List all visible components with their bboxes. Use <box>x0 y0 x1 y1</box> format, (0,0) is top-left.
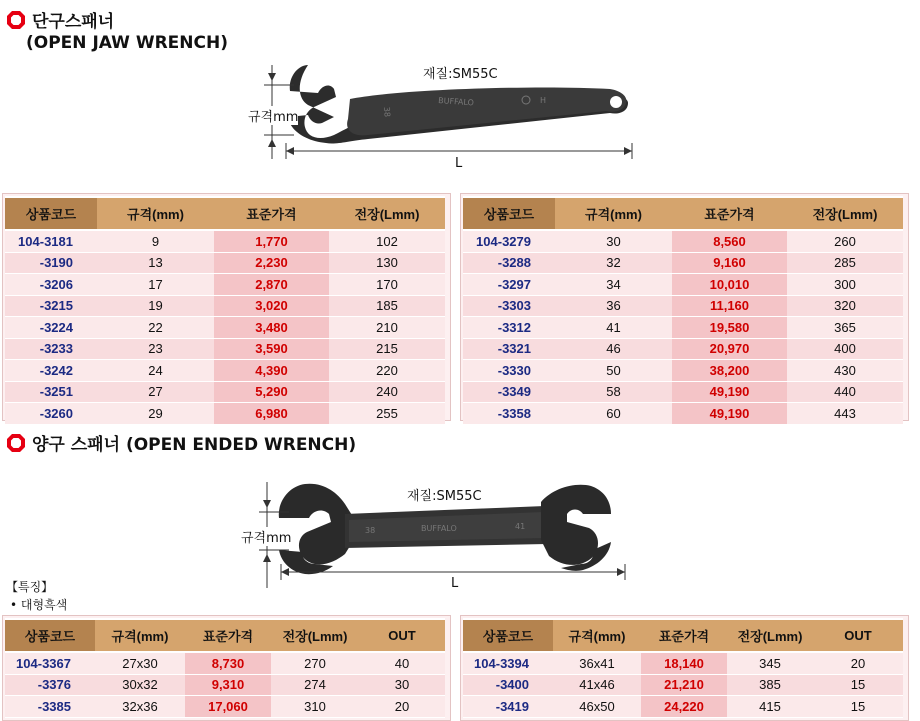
col-header-length: 전장(Lmm) <box>271 619 359 652</box>
cell-size: 36 <box>555 295 672 317</box>
cell-size: 41x46 <box>553 674 641 696</box>
length-label-1: L <box>455 156 463 171</box>
wrench-mark-brand: BUFFALO <box>437 96 475 108</box>
table-row <box>5 403 445 425</box>
table-row <box>5 338 445 360</box>
cell-price: 18,140 <box>641 652 727 674</box>
cell-price: 1,770 <box>214 230 329 252</box>
material-label-1: 재질:SM55C <box>423 67 498 82</box>
cell-code: 104-3367 <box>5 652 95 674</box>
cell-price: 49,190 <box>672 403 787 425</box>
cell-length: 255 <box>329 403 445 425</box>
size-label-1: 규격mm <box>248 106 298 125</box>
cell-code: -3349 <box>463 381 555 403</box>
red-hexagon-icon <box>6 433 26 453</box>
col-header-size: 규격(mm) <box>95 619 185 652</box>
cell-code: -3312 <box>463 317 555 339</box>
section2-heading <box>6 430 356 455</box>
col-header-code: 상품코드 <box>5 619 95 652</box>
cell-code: -3330 <box>463 360 555 382</box>
cell-size: 17 <box>97 274 214 296</box>
table-row <box>463 674 903 696</box>
cell-size: 29 <box>97 403 214 425</box>
cell-length: 300 <box>787 274 903 296</box>
col-header-length: 전장(Lmm) <box>727 619 813 652</box>
cell-code: -3321 <box>463 338 555 360</box>
table-header-row <box>5 619 445 652</box>
cell-length: 260 <box>787 230 903 252</box>
table-row <box>5 295 445 317</box>
cell-size: 58 <box>555 381 672 403</box>
material-label-2: 재질:SM55C <box>407 489 482 504</box>
cell-length: 430 <box>787 360 903 382</box>
col-header-size: 규격(mm) <box>553 619 641 652</box>
cell-price: 8,560 <box>672 230 787 252</box>
cell-price: 24,220 <box>641 696 727 718</box>
table-row <box>5 696 445 718</box>
cell-length: 285 <box>787 252 903 274</box>
cell-size: 27 <box>97 381 214 403</box>
cell-size: 36x41 <box>553 652 641 674</box>
cell-size: 46 <box>555 338 672 360</box>
col-header-length: 전장(Lmm) <box>329 197 445 230</box>
section1-title-ko: 단구스패너 <box>32 12 115 32</box>
table-row <box>5 674 445 696</box>
col-header-code: 상품코드 <box>463 197 555 230</box>
cell-size: 23 <box>97 338 214 360</box>
cell-length: 170 <box>329 274 445 296</box>
feature-item: • 대형흑색 <box>10 598 68 612</box>
cell-length: 415 <box>727 696 813 718</box>
cell-price: 20,970 <box>672 338 787 360</box>
size-label-2: 규격mm <box>241 527 291 546</box>
cell-size: 32 <box>555 252 672 274</box>
cell-size: 32x36 <box>95 696 185 718</box>
table-row <box>5 381 445 403</box>
table-row <box>463 338 903 360</box>
cell-code: -3215 <box>5 295 97 317</box>
wrench-mark-brand: BUFFALO <box>421 524 457 533</box>
cell-price: 2,230 <box>214 252 329 274</box>
wrench-mark-size: 38 <box>382 106 392 118</box>
cell-code: -3260 <box>5 403 97 425</box>
section2-title: 양구 스패너 (OPEN ENDED WRENCH) <box>32 435 357 455</box>
cell-length: 274 <box>271 674 359 696</box>
table-header-row <box>463 619 903 652</box>
col-header-code: 상품코드 <box>5 197 97 230</box>
cell-out: 20 <box>813 652 903 674</box>
cell-length: 400 <box>787 338 903 360</box>
table-row <box>463 317 903 339</box>
col-header-out: OUT <box>359 619 445 652</box>
cell-code: -3419 <box>463 696 553 718</box>
table-row <box>463 652 903 674</box>
cell-price: 38,200 <box>672 360 787 382</box>
table-row <box>5 274 445 296</box>
cell-length: 345 <box>727 652 813 674</box>
cell-length: 320 <box>787 295 903 317</box>
cell-out: 30 <box>359 674 445 696</box>
cell-length: 185 <box>329 295 445 317</box>
cell-out: 20 <box>359 696 445 718</box>
cell-size: 19 <box>97 295 214 317</box>
cell-code: -3400 <box>463 674 553 696</box>
cell-size: 13 <box>97 252 214 274</box>
cell-length: 310 <box>271 696 359 718</box>
col-header-code: 상품코드 <box>463 619 553 652</box>
cell-size: 27x30 <box>95 652 185 674</box>
cell-length: 240 <box>329 381 445 403</box>
table-row <box>5 252 445 274</box>
col-header-price: 표준가격 <box>672 197 787 230</box>
table-row <box>463 252 903 274</box>
cell-length: 443 <box>787 403 903 425</box>
cell-length: 102 <box>329 230 445 252</box>
cell-code: 104-3181 <box>5 230 97 252</box>
spec-table-3 <box>5 618 445 718</box>
cell-code: 104-3279 <box>463 230 555 252</box>
cell-price: 10,010 <box>672 274 787 296</box>
length-label-2: L <box>451 576 459 591</box>
cell-price: 11,160 <box>672 295 787 317</box>
cell-code: -3297 <box>463 274 555 296</box>
cell-price: 8,730 <box>185 652 271 674</box>
table-row <box>463 696 903 718</box>
cell-code: -3206 <box>5 274 97 296</box>
cell-size: 34 <box>555 274 672 296</box>
red-hexagon-icon <box>6 10 26 30</box>
cell-code: -3251 <box>5 381 97 403</box>
cell-size: 30 <box>555 230 672 252</box>
cell-length: 215 <box>329 338 445 360</box>
cell-length: 385 <box>727 674 813 696</box>
col-header-size: 규격(mm) <box>97 197 214 230</box>
cell-price: 3,020 <box>214 295 329 317</box>
col-header-price: 표준가격 <box>185 619 271 652</box>
cell-out: 15 <box>813 674 903 696</box>
cell-code: -3190 <box>5 252 97 274</box>
cell-length: 440 <box>787 381 903 403</box>
cell-code: -3385 <box>5 696 95 718</box>
cell-size: 22 <box>97 317 214 339</box>
col-header-out: OUT <box>813 619 903 652</box>
col-header-price: 표준가격 <box>641 619 727 652</box>
cell-price: 3,480 <box>214 317 329 339</box>
cell-code: -3233 <box>5 338 97 360</box>
cell-length: 270 <box>271 652 359 674</box>
cell-length: 210 <box>329 317 445 339</box>
cell-size: 30x32 <box>95 674 185 696</box>
cell-code: -3224 <box>5 317 97 339</box>
spec-table-2 <box>463 196 903 425</box>
cell-size: 24 <box>97 360 214 382</box>
cell-out: 40 <box>359 652 445 674</box>
col-header-length: 전장(Lmm) <box>787 197 903 230</box>
cell-size: 60 <box>555 403 672 425</box>
wrench-mark-size-a: 38 <box>365 526 376 535</box>
section1-title-en: (OPEN JAW WRENCH) <box>26 33 228 53</box>
cell-size: 9 <box>97 230 214 252</box>
cell-length: 130 <box>329 252 445 274</box>
cell-code: -3358 <box>463 403 555 425</box>
spec-table-1 <box>5 196 445 425</box>
cell-price: 17,060 <box>185 696 271 718</box>
cell-length: 220 <box>329 360 445 382</box>
table-row <box>463 295 903 317</box>
wrench-mark-size-b: 41 <box>515 522 526 531</box>
cell-price: 3,590 <box>214 338 329 360</box>
table-row <box>463 274 903 296</box>
table-row <box>463 360 903 382</box>
cell-size: 41 <box>555 317 672 339</box>
table-row <box>463 403 903 425</box>
section1-heading <box>6 7 114 32</box>
cell-code: -3288 <box>463 252 555 274</box>
wrench-mark-grade: H <box>540 96 547 105</box>
cell-size: 46x50 <box>553 696 641 718</box>
cell-price: 2,870 <box>214 274 329 296</box>
table-row <box>5 652 445 674</box>
cell-price: 19,580 <box>672 317 787 339</box>
spec-table-4 <box>463 618 903 718</box>
table-header-row <box>5 197 445 230</box>
cell-length: 365 <box>787 317 903 339</box>
cell-price: 4,390 <box>214 360 329 382</box>
table-row <box>463 230 903 252</box>
cell-size: 50 <box>555 360 672 382</box>
cell-price: 49,190 <box>672 381 787 403</box>
table-row <box>463 381 903 403</box>
table-header-row <box>463 197 903 230</box>
cell-price: 6,980 <box>214 403 329 425</box>
cell-price: 9,310 <box>185 674 271 696</box>
table-row <box>5 230 445 252</box>
table-row <box>5 360 445 382</box>
cell-code: -3303 <box>463 295 555 317</box>
cell-price: 5,290 <box>214 381 329 403</box>
cell-out: 15 <box>813 696 903 718</box>
features-title: 【특징】 <box>6 580 54 594</box>
cell-code: -3376 <box>5 674 95 696</box>
table-row <box>5 317 445 339</box>
cell-price: 9,160 <box>672 252 787 274</box>
cell-price: 21,210 <box>641 674 727 696</box>
col-header-size: 규격(mm) <box>555 197 672 230</box>
cell-code: 104-3394 <box>463 652 553 674</box>
col-header-price: 표준가격 <box>214 197 329 230</box>
cell-code: -3242 <box>5 360 97 382</box>
